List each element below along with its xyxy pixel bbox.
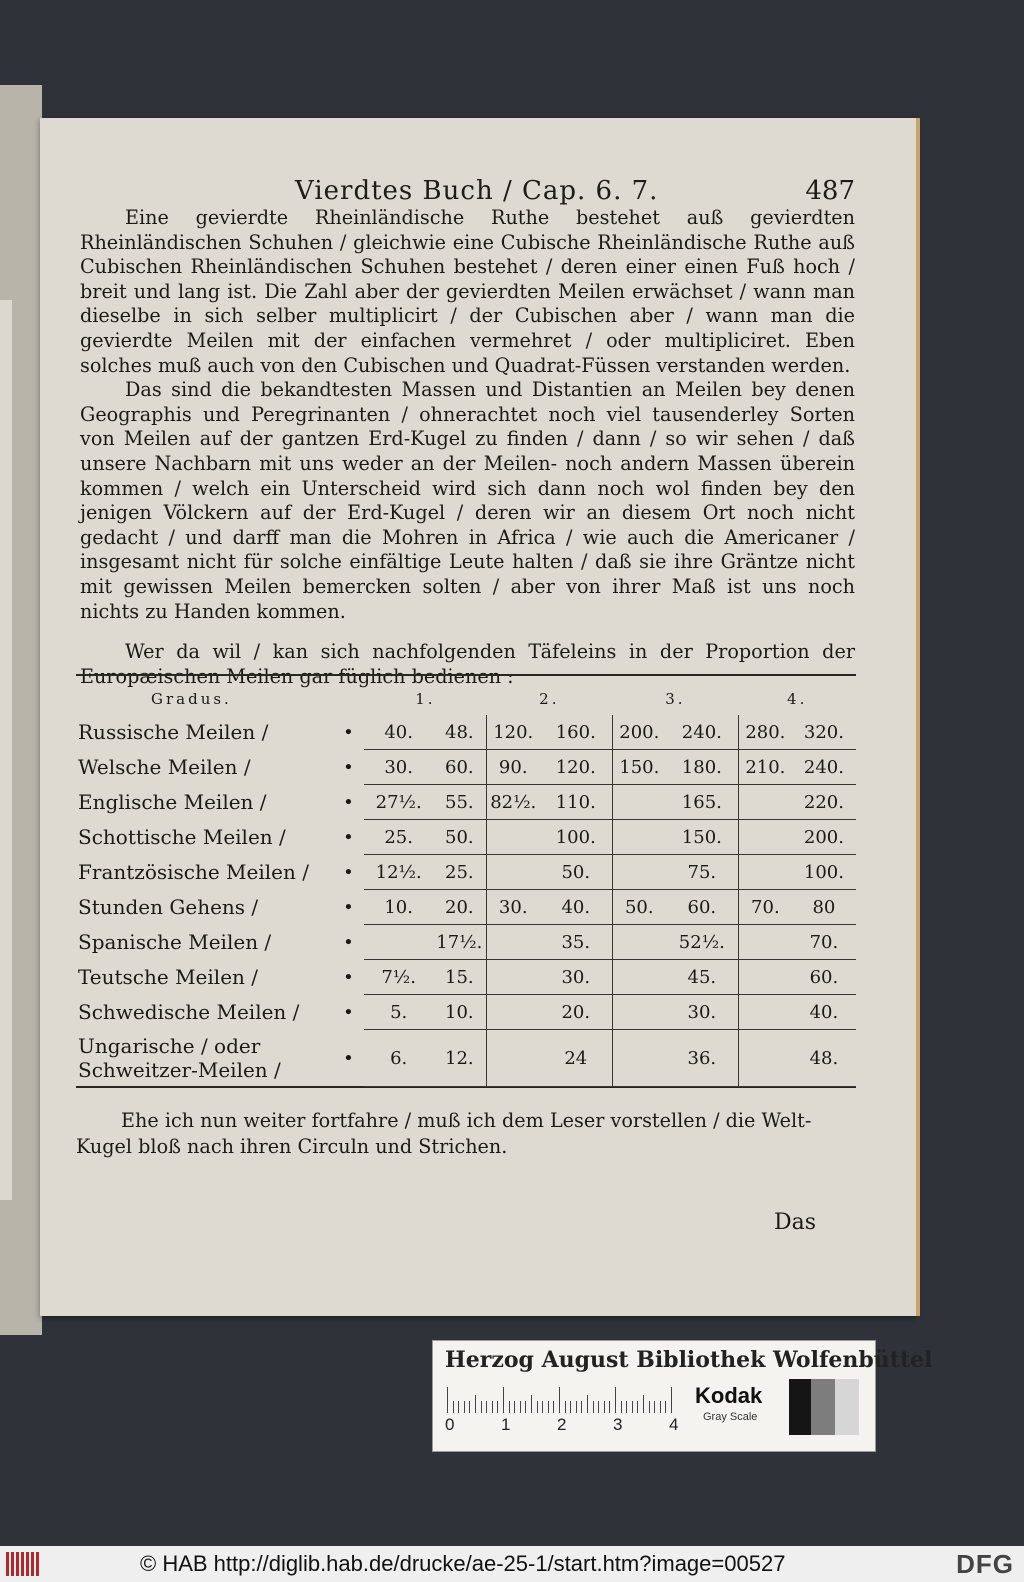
table-cell: 30. [486,890,539,925]
ruler-tick [447,1387,448,1413]
ruler-tick [565,1401,566,1413]
table-cell: 60. [433,750,486,785]
scale-ruler [447,1385,679,1413]
table-cell [738,1030,791,1087]
ruler-tick [548,1401,549,1413]
table-cell: 30. [364,750,432,785]
table-cell: 20. [540,995,613,1030]
table-cell: 60. [792,960,856,995]
table-cell: 20. [433,890,486,925]
table-cell: 35. [540,925,613,960]
table-row [76,925,856,960]
ruler-tick [486,1401,487,1413]
ruler-tick [453,1401,454,1413]
ruler-tick [632,1401,633,1413]
miles-table [76,683,856,1087]
table-cell: 7½. [364,960,432,995]
table-row [76,750,856,785]
ruler-tick [643,1395,644,1413]
ruler-tick [514,1401,515,1413]
table-cell [486,820,539,855]
table-cell: 5. [364,995,432,1030]
table-cell: 90. [486,750,539,785]
logo-bar [11,1552,14,1576]
table-cell [738,855,791,890]
table-row [76,995,856,1030]
table-cell: 82½. [486,785,539,820]
table-cell: 70. [738,890,791,925]
book-page [40,118,916,1316]
degree-header-2: 2. [539,690,560,708]
table-row [76,715,856,750]
table-row [76,785,856,820]
row-label: Ungarische / oder Schweitzer-Meilen / [78,1034,281,1082]
table-cell: 220. [792,785,856,820]
table-row [76,1030,856,1087]
table-cell: 50. [540,855,613,890]
ruler-tick [509,1401,510,1413]
ruler-tick [475,1395,476,1413]
catchword: Das [773,1210,816,1235]
table-cell: 100. [540,820,613,855]
table-cell: 30. [540,960,613,995]
table-cell [738,785,791,820]
row-dot: • [343,791,354,813]
hab-logo-icon [6,1550,46,1578]
ruler-tick [481,1401,482,1413]
table-cell: 12. [433,1030,486,1087]
table-cell: 45. [666,960,739,995]
degree-header-1: 1. [415,690,436,708]
ruler-tick [531,1395,532,1413]
table-cell: 10. [364,890,432,925]
ruler-tick [581,1401,582,1413]
ruler-tick [615,1387,616,1413]
ruler-tick [604,1401,605,1413]
table-cell: 12½. [364,855,432,890]
table-cell [612,785,665,820]
row-dot: • [343,1047,354,1069]
table-cell: 165. [666,785,739,820]
table-cell: 24 [540,1030,613,1087]
ruler-tick [665,1401,666,1413]
table-cell: 120. [486,715,539,750]
table-cell: 25. [364,820,432,855]
ruler-num-1: 1 [501,1415,511,1434]
table-cell: 160. [540,715,613,750]
body-text [80,206,855,689]
ruler-tick [654,1401,655,1413]
row-dot: • [343,1001,354,1023]
table-cell: 48. [433,715,486,750]
table-cell: 110. [540,785,613,820]
paragraph-2: Das sind die bekandtesten Massen und Distantien an Meilen bey denen Geographis und Peregrinanten / ohnerachtet noch viel tausenderley Sorten von Meilen auf der gantzen Erd-Kugel zu finden / dann / so wir sehen / daß unsere Nachbarn mit uns weder an der Meilen- noch andern Massen überein kommen / welch ein Unterscheid wird sich dann noch wol finden bey den jenigen Völckern auf der Erd-Kugel / deren wir an diesem Ort noch nicht gedacht / und darff man die Mohren in Africa / wie auch die Americaner / insgesamt nicht für solche einfältige Leute halten / daß sie ihre Gräntze nicht mit gewissen Meilen bemercken solten / aber von ihrer Maß ist uns noch nichts zu Handen kommen. [80,378,855,623]
running-head [295,176,855,206]
ruler-tick [492,1401,493,1413]
table-row [76,855,856,890]
book-left-edge-inner [0,300,12,1200]
table-cell: 100. [792,855,856,890]
ruler-num-4: 4 [669,1415,679,1434]
table-cell [738,995,791,1030]
table-cell [486,855,539,890]
table-row [76,890,856,925]
row-label: Russische Meilen / [78,720,269,745]
logo-bar [16,1552,19,1576]
table-cell: 50. [612,890,665,925]
table-cell: 180. [666,750,739,785]
gray-patch-black [789,1379,811,1435]
footer-bar [0,1546,1024,1582]
running-head-title: Vierdtes Buch / Cap. 6. 7. [295,176,659,206]
table-cell: 17½. [433,925,486,960]
table-cell: 40. [540,890,613,925]
table-cell [738,925,791,960]
ruler-tick [649,1401,650,1413]
table-cell: 55. [433,785,486,820]
table-cell: 50. [433,820,486,855]
table-cell [612,925,665,960]
logo-bar [26,1552,29,1576]
degree-header-4: 4. [787,690,808,708]
ruler-tick [458,1401,459,1413]
ruler-tick [660,1401,661,1413]
library-name: Herzog August Bibliothek Wolfenbüttel [445,1347,933,1373]
table-cell: 30. [666,995,739,1030]
ruler-tick [637,1401,638,1413]
table-header-row [76,683,856,715]
row-dot: • [343,966,354,988]
table-cell: 70. [792,925,856,960]
table-cell [612,960,665,995]
ruler-tick [553,1401,554,1413]
page-number: 487 [805,176,855,206]
table-cell: 150. [612,750,665,785]
table-cell [738,820,791,855]
table-cell: 240. [666,715,739,750]
table-cell: 280. [738,715,791,750]
tail-paragraph: Ehe ich nun weiter fortfahre / muß ich dem Leser vorstellen / die Welt-Kugel bloß nach ihren Circuln und Strichen. [76,1109,812,1158]
ruler-tick [576,1401,577,1413]
row-dot: • [343,826,354,848]
table-cell: 48. [792,1030,856,1087]
row-label: Schwedische Meilen / [78,1000,300,1024]
table-cell [612,820,665,855]
kodak-gray-scale-label: Gray Scale [703,1411,758,1423]
ruler-num-0: 0 [445,1415,455,1434]
kodak-logo: Kodak [695,1383,763,1408]
row-label: Frantzösische Meilen / [78,860,309,884]
table-cell: 200. [792,820,856,855]
table-cell: 120. [540,750,613,785]
ruler-tick [587,1395,588,1413]
table-cell: 6. [364,1030,432,1087]
ruler-tick [503,1387,504,1413]
table-cell: 10. [433,995,486,1030]
row-dot: • [343,896,354,918]
library-color-card [432,1340,933,1452]
row-dot: • [343,861,354,883]
table-cell [612,1030,665,1087]
footer-url-text[interactable]: © HAB http://diglib.hab.de/drucke/ae-25-1/start.htm?image=00527 [140,1551,786,1576]
table-cell: 40. [792,995,856,1030]
logo-bar [21,1552,24,1576]
table-cell: 75. [666,855,739,890]
ruler-tick [609,1401,610,1413]
degree-header-3: 3. [665,690,686,708]
table-cell [738,960,791,995]
table-cell: 36. [666,1030,739,1087]
row-dot: • [343,756,354,778]
gradus-header: Gradus. [151,690,232,708]
logo-bar [6,1552,9,1576]
row-label: Teutsche Meilen / [78,965,258,989]
dfg-logo: DFG [956,1549,1014,1579]
row-label: Stunden Gehens / [78,895,259,919]
table-cell: 210. [738,750,791,785]
ruler-tick [469,1401,470,1413]
ruler-tick [559,1387,560,1413]
table-row [76,820,856,855]
table-cell: 320. [792,715,856,750]
row-dot: • [343,931,354,953]
ruler-tick [593,1401,594,1413]
gray-patch-light [835,1379,859,1435]
table-cell [612,855,665,890]
table-cell: 25. [433,855,486,890]
ruler-tick [464,1401,465,1413]
gray-patch-mid [811,1379,835,1435]
table-cell: 52½. [666,925,739,960]
ruler-tick [537,1401,538,1413]
table-cell: 240. [792,750,856,785]
ruler-tick [497,1401,498,1413]
paragraph-1: Eine gevierdte Rheinländische Ruthe bestehet auß gevierdten Rheinländischen Schuhen / gleichwie eine Cubische Rheinländische Ruthe auß Cubischen Rheinländischen Schuhen bestehet / deren einer einen Fuß hoch / breit und lang ist. Die Zahl aber der gevierdten Meilen erwächset / wann man dieselbe in sich selber multiplicirt / der Cubischen aber / wann man die gevierdte Meilen mit der einfachen vermehret / oder multipliciret. Eben solches muß auch von den Cubischen und Quadrat-Füssen verstanden werden. [80,206,855,377]
table-cell: 60. [666,890,739,925]
ruler-tick [621,1401,622,1413]
table-cell [486,960,539,995]
ruler-num-2: 2 [557,1415,567,1434]
table-row [76,960,856,995]
table-top-rule [76,674,856,676]
ruler-tick [626,1401,627,1413]
ruler-tick [598,1401,599,1413]
table-cell: 200. [612,715,665,750]
row-dot: • [343,721,354,743]
logo-bar [31,1552,34,1576]
ruler-tick [520,1401,521,1413]
table-cell [486,1030,539,1087]
ruler-tick [542,1401,543,1413]
ruler-tick [671,1387,672,1413]
table-cell [486,925,539,960]
ruler-tick [570,1401,571,1413]
table-cell [612,995,665,1030]
table-cell: 27½. [364,785,432,820]
table-cell: 80 [792,890,856,925]
table-cell: 15. [433,960,486,995]
logo-bar [36,1552,39,1576]
row-label: Englische Meilen / [78,790,267,814]
row-label: Spanische Meilen / [78,930,272,954]
ruler-num-3: 3 [613,1415,623,1434]
ruler-tick [525,1401,526,1413]
row-label: Welsche Meilen / [78,755,251,779]
paragraph-3: Wer da wil / kan sich nachfolgenden Täfeleins in der Proportion der Europæischen Meilen gar füglich bedienen : [80,640,855,688]
table-cell: 150. [666,820,739,855]
table-cell [486,995,539,1030]
row-label: Schottische Meilen / [78,825,286,849]
table-cell [364,925,432,960]
table-cell: 40. [364,715,432,750]
